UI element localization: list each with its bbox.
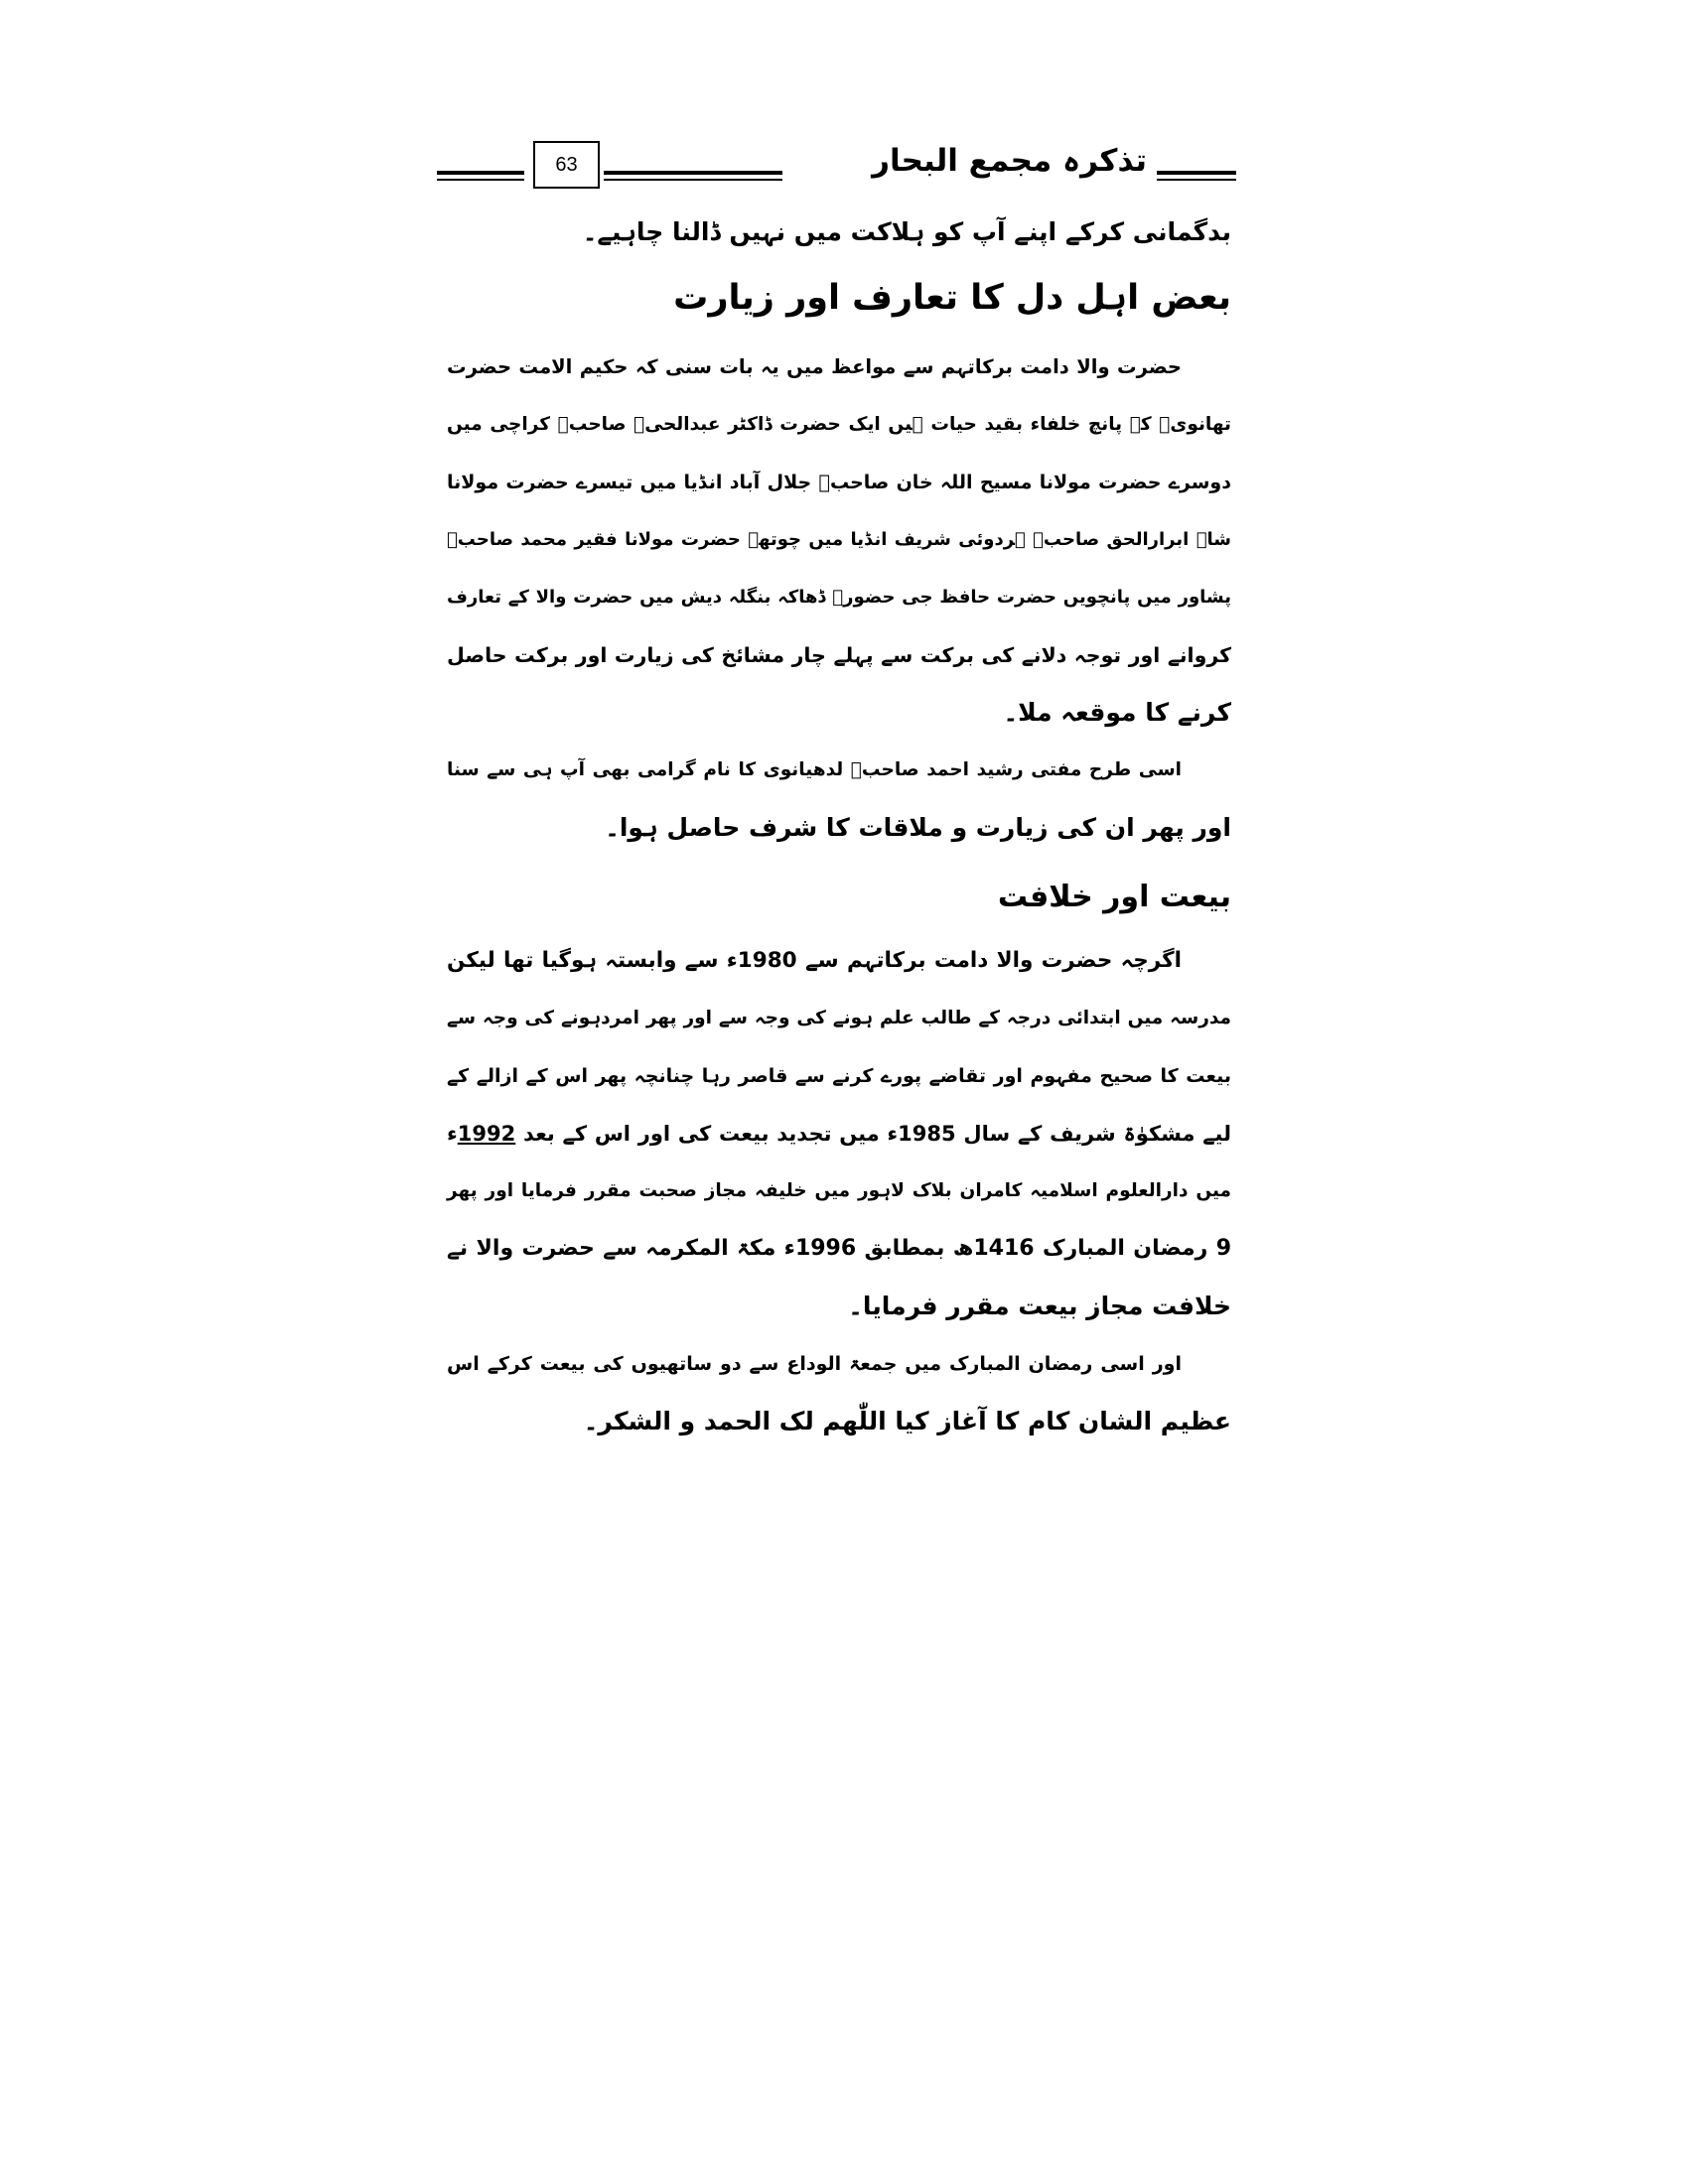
paragraph-line: حضرت والا دامت برکاتہم سے مواعظ میں یہ بات سنی کہ حکیم الامت حضرت [447, 355, 1182, 378]
header-rule-left-thick [437, 171, 524, 175]
opening-line: بدگمانی کرکے اپنے آپ کو ہلاکت میں نہیں ڈالنا چاہیے۔ [582, 217, 1231, 246]
paragraph-line: اور اسی رمضان المبارک میں جمعۃ الوداع سے دو ساتھیوں کی بیعت کرکے اس [447, 1353, 1182, 1375]
page-body [447, 204, 1231, 1450]
running-header [437, 141, 1236, 191]
paragraph-line: مدرسہ میں ابتدائی درجہ کے طالب علم ہونے کی وجہ سے اور پھر امردہونے کی وجہ سے [447, 1008, 1231, 1028]
paragraph-line: شاہ ابرارالحق صاحبؒ ہردوئی شریف انڈیا میں چوتھے حضرت مولانا فقیر محمد صاحبؒ [447, 529, 1231, 550]
paragraph-line: اگرچہ حضرت والا دامت برکاتہم سے 1980ء سے وابستہ ہوگیا تھا لیکن [447, 948, 1182, 973]
header-rule-right-thick [1157, 171, 1236, 175]
paragraph-line: عظیم الشان کام کا آغاز کیا اللّٰھم لک الحمد و الشکر۔ [583, 1407, 1231, 1435]
paragraph-line: میں دارالعلوم اسلامیہ کامران بلاک لاہور میں خلیفہ مجاز صحبت مقرر فرمایا اور پھر [447, 1180, 1231, 1201]
year-suffix: ء [447, 1122, 458, 1146]
header-rule-left-thin [437, 179, 524, 181]
paragraph-line: اور پھر ان کی زیارت و ملاقات کا شرف حاصل ہوا۔ [605, 813, 1231, 842]
paragraph-ahl-e-dil [447, 339, 1231, 742]
paragraph-line: بیعت کا صحیح مفہوم اور تقاضے پورے کرنے سے قاصر رہا چنانچہ پھر اس کے ازالے کے [447, 1065, 1231, 1087]
paragraph-line: اسی طرح مفتی رشید احمد صاحبؒ لدھیانوی کا نام گرامی بھی آپ ہی سے سنا [447, 759, 1182, 780]
paragraph-line-text: لیے مشکوٰۃ شریف کے سال 1985ء میں تجدید بیعت کی اور اس کے بعد [522, 1122, 1232, 1146]
section-heading-bait-khilafat: بیعت اور خلافت [997, 880, 1231, 914]
paragraph-line: دوسرے حضرت مولانا مسیح اللہ خان صاحبؒ جلال آباد انڈیا میں تیسرے حضرت مولانا [447, 472, 1231, 493]
paragraph-bait [447, 932, 1231, 1335]
paragraph-jumatul-wida [447, 1335, 1231, 1450]
header-rule-mid-thick [604, 171, 782, 175]
header-rule-mid-thin [604, 179, 782, 181]
underlined-year: 1992 [457, 1122, 516, 1146]
paragraph-line: تھانویؒ کے پانچ خلفاء بقید حیات ہیں ایک حضرت ڈاکٹر عبدالحیؒ صاحبؒ کراچی میں [447, 414, 1231, 435]
paragraph-mufti-rashid [447, 742, 1231, 857]
page-number: 63 [533, 141, 600, 189]
book-title: تذکرہ مجمع البحار [872, 143, 1147, 179]
paragraph-line: کرنے کا موقعہ ملا۔ [1003, 698, 1231, 727]
paragraph-line: خلافت مجاز بیعت مقرر فرمایا۔ [848, 1292, 1231, 1320]
paragraph-line-with-year [447, 1105, 1231, 1162]
section-heading-ahl-e-dil: بعض اہل دل کا تعارف اور زیارت [673, 278, 1231, 318]
header-rule-right-thin [1157, 179, 1236, 181]
paragraph-line: 9 رمضان المبارک 1416ھ بمطابق 1996ء مکۃ المکرمہ سے حضرت والا نے [447, 1236, 1231, 1261]
paragraph-line: کروانے اور توجہ دلانے کی برکت سے پہلے چار مشائخ کی زیارت اور برکت حاصل [447, 643, 1231, 667]
paragraph-line: پشاور میں پانچویں حضرت حافظ جی حضورؒ ڈھاکہ بنگلہ دیش میں حضرت والا کے تعارف [447, 587, 1231, 608]
